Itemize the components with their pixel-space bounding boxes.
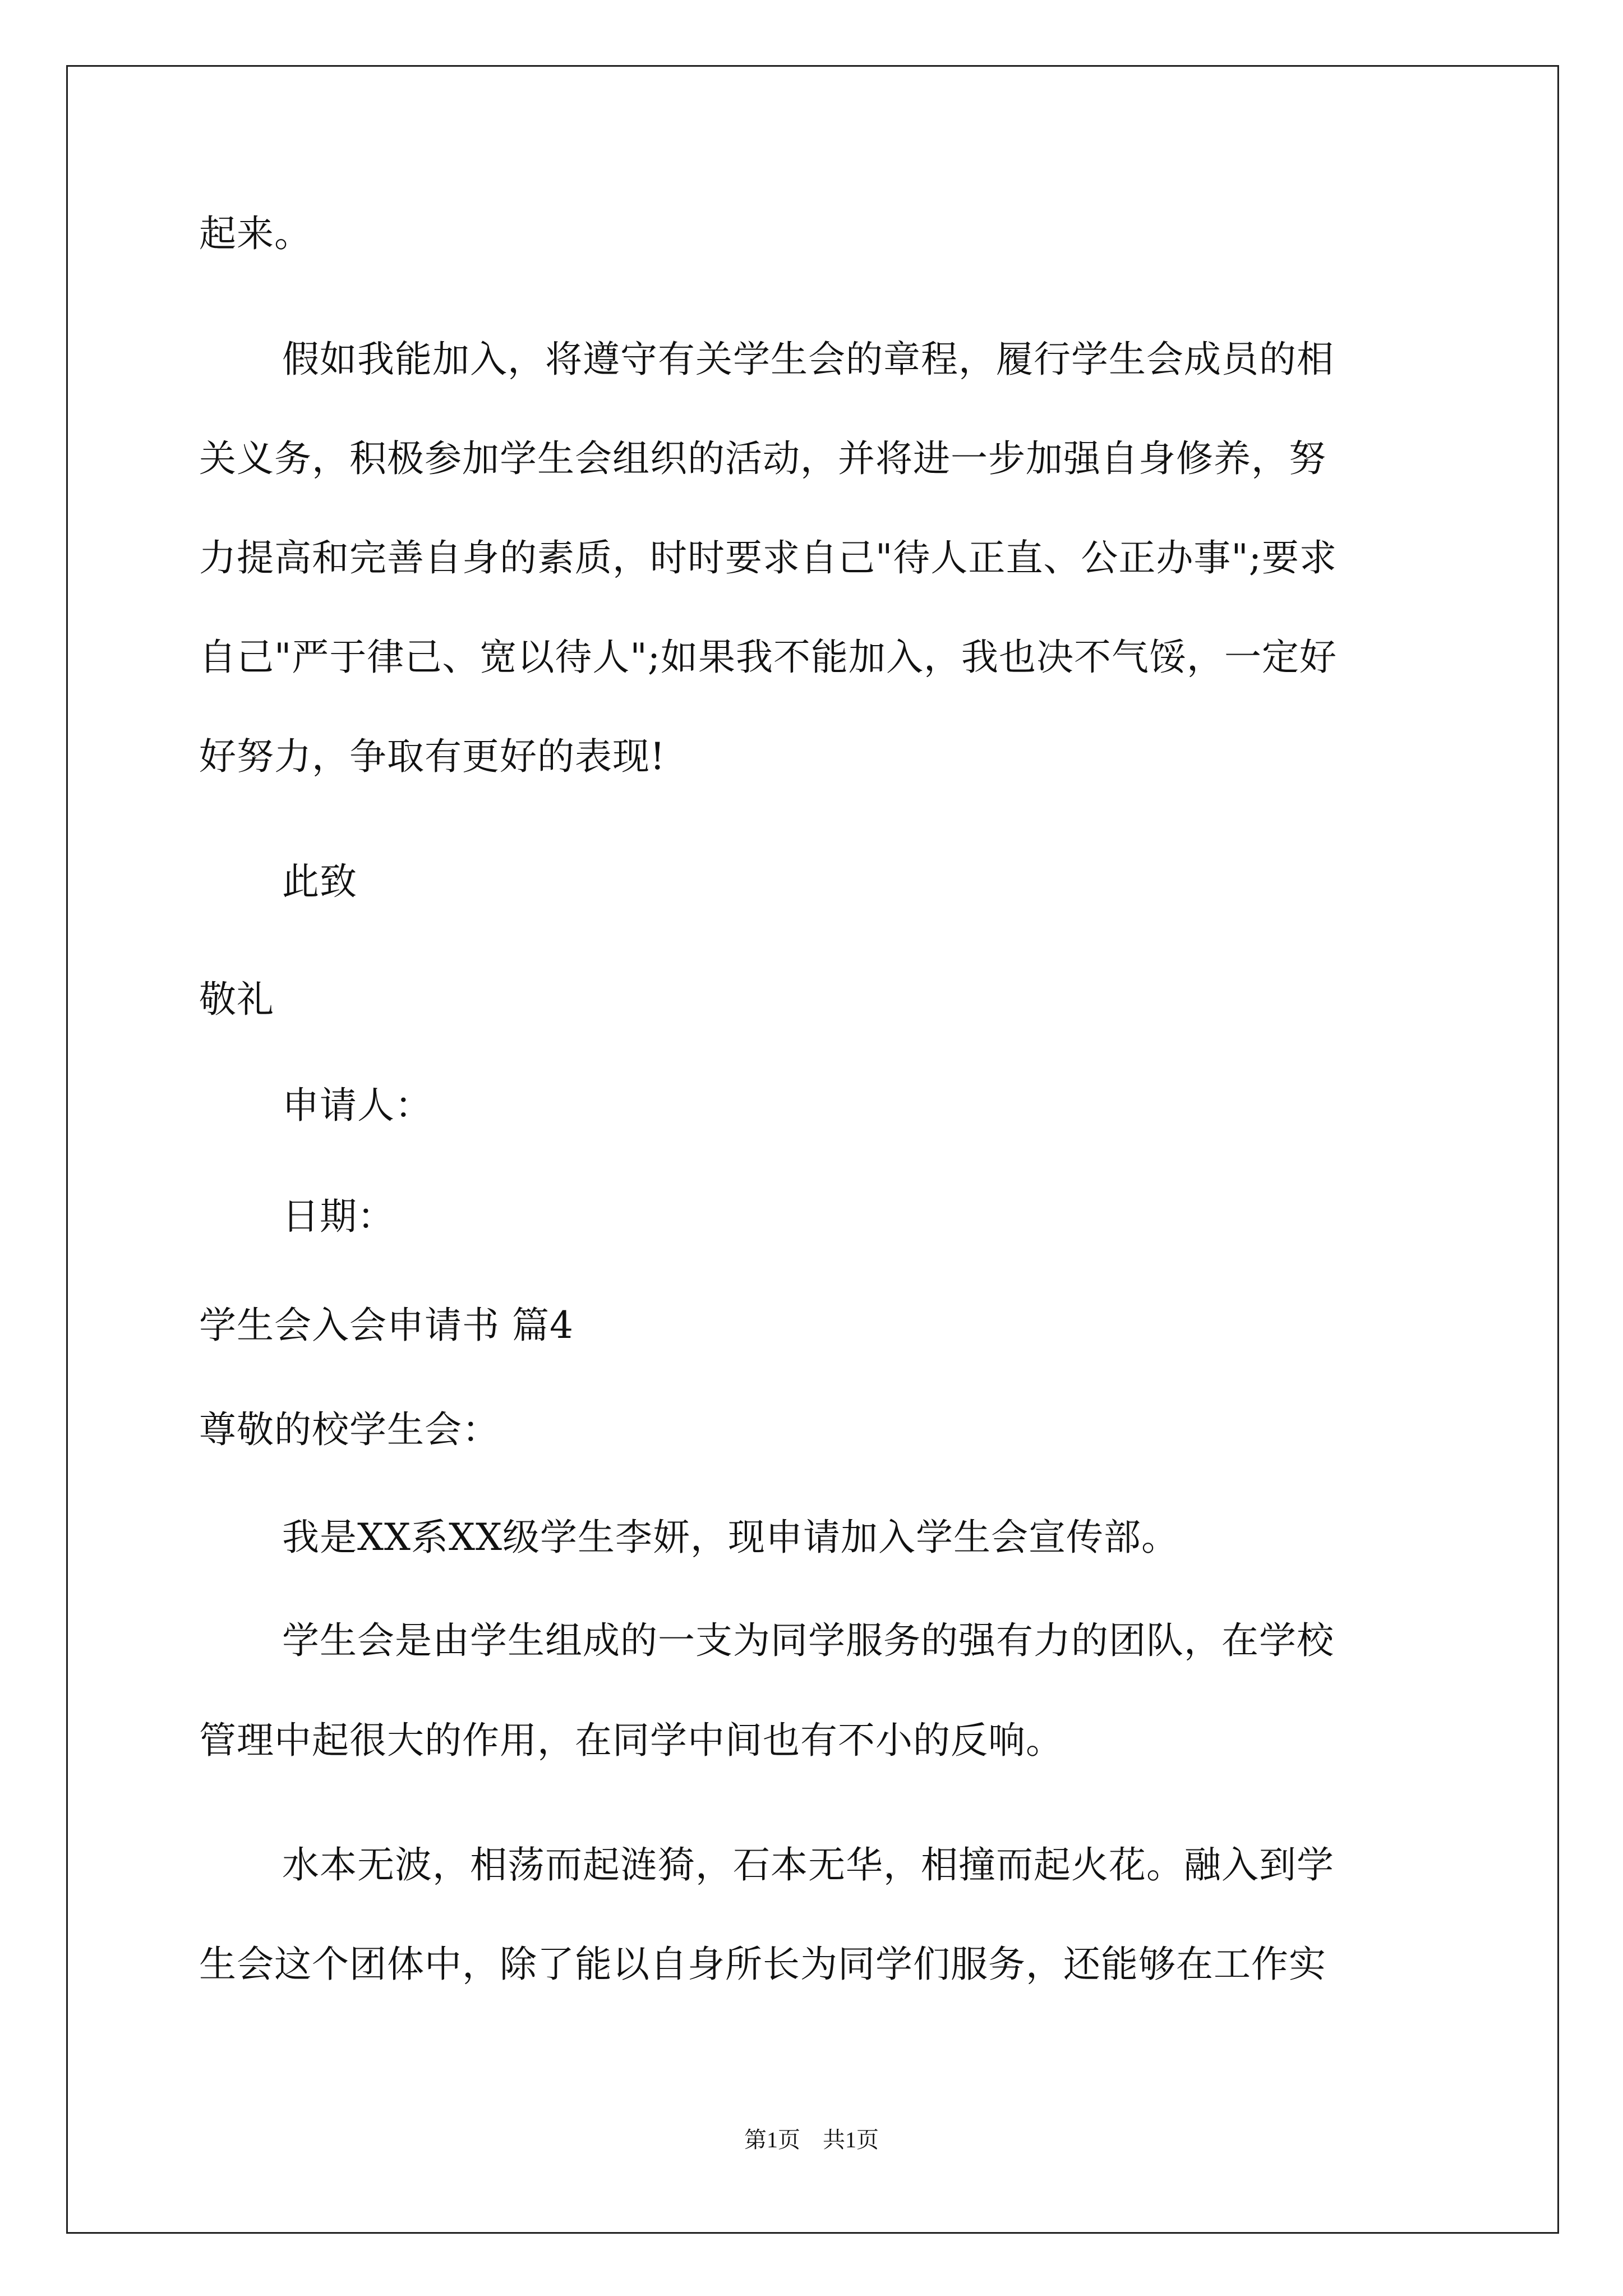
paragraph-line: 学生会是由学生组成的一支为同学服务的强有力的团队，在学校 [282, 1619, 1334, 1662]
page-border [66, 65, 1559, 2234]
paragraph-line: 我是XX系XX级学生李妍，现申请加入学生会宣传部。 [282, 1516, 1179, 1559]
page-footer: 第1页 共1页 [744, 2127, 879, 2152]
paragraph-line: 水本无波，相荡而起涟猗，石本无华，相撞而起火花。融入到学 [282, 1843, 1334, 1887]
paragraph-line: 关义务，积极参加学生会组织的活动，并将进一步加强自身修养，努 [199, 437, 1326, 480]
paragraph-line: 生会这个团体中，除了能以自身所长为同学们服务，还能够在工作实 [199, 1943, 1326, 1986]
paragraph-line: 力提高和完善自身的素质，时时要求自己"待人正直、公正办事";要求 [199, 536, 1337, 579]
closing-regards: 敬礼 [199, 978, 274, 1021]
greeting: 尊敬的校学生会： [199, 1408, 500, 1451]
paragraph-line: 假如我能加入，将遵守有关学生会的章程，履行学生会成员的相 [282, 338, 1334, 381]
paragraph-line: 好努力，争取有更好的表现! [199, 735, 666, 778]
date-label: 日期： [282, 1195, 395, 1238]
paragraph-line: 自己"严于律己、宽以待人";如果我不能加入，我也决不气馁，一定好 [199, 636, 1337, 679]
applicant-label: 申请人： [282, 1084, 432, 1127]
section-heading: 学生会入会申请书 篇4 [199, 1304, 574, 1347]
paragraph-line: 起来。 [199, 212, 312, 255]
closing-salutation: 此致 [282, 860, 357, 903]
paragraph-line: 管理中起很大的作用，在同学中间也有不小的反响。 [199, 1719, 1063, 1762]
